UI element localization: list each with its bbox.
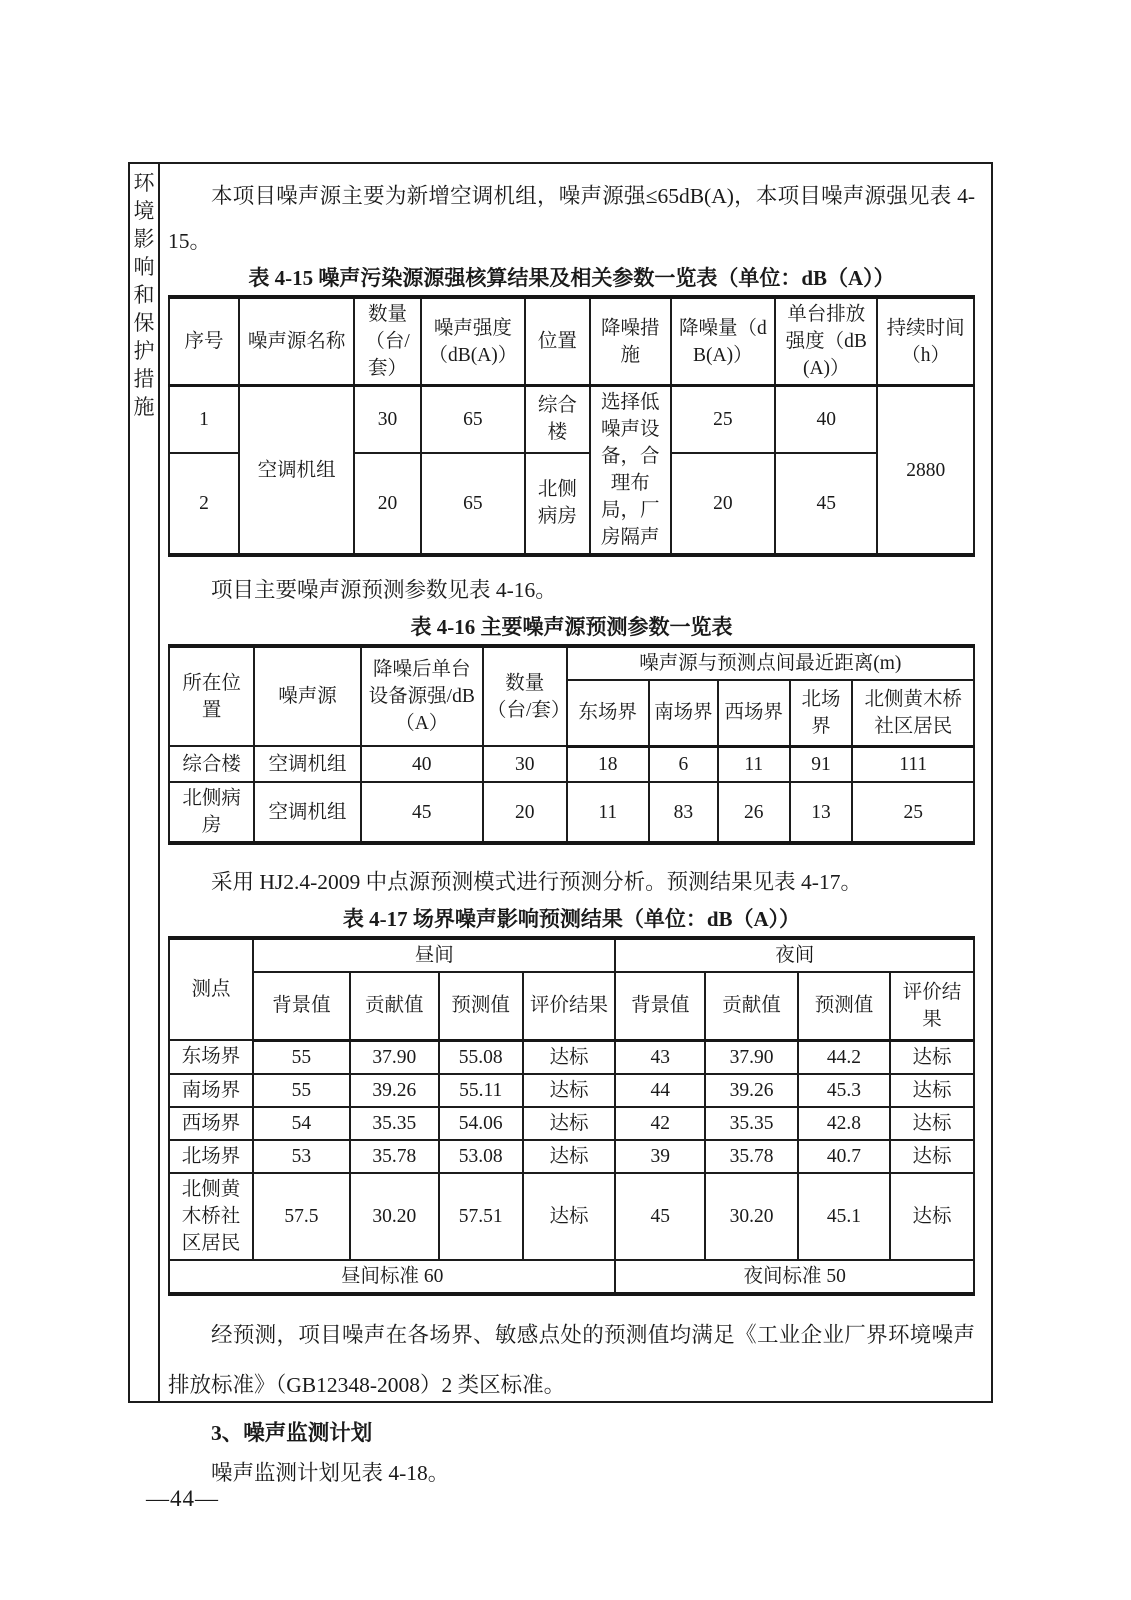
table-cell: 18 (567, 746, 649, 782)
table-cell: 55 (253, 1040, 350, 1074)
table-cell: 西场界 (169, 1107, 253, 1140)
table-cell: 55.08 (439, 1040, 523, 1074)
paragraph-ref-418: 噪声监测计划见表 4-18。 (211, 1460, 450, 1485)
table-row (169, 386, 974, 453)
column-header-distance-group: 噪声源与预测点间最近距离(m) (567, 646, 974, 680)
section-heading-monitoring-plan: 3、噪声监测计划 (211, 1420, 373, 1445)
table-cell: 35.78 (350, 1140, 439, 1173)
table-cell: 达标 (890, 1140, 974, 1173)
table-cell: 达标 (890, 1107, 974, 1140)
column-header-source: 噪声源 (254, 646, 360, 746)
table-cell: 13 (790, 782, 853, 843)
column-header-south: 南场界 (649, 680, 718, 746)
table-cell: 65 (421, 386, 525, 453)
column-header-unit-emission: 单台排放强度（dB(A)） (775, 297, 877, 386)
table-cell: 35.35 (705, 1107, 798, 1140)
content-frame (128, 162, 993, 1485)
column-header-night-group: 夜间 (615, 938, 974, 972)
table-cell: 30 (354, 386, 421, 453)
table-row (169, 782, 974, 843)
column-header-night-eval: 评价结果 (890, 972, 974, 1040)
table-cell: 35.78 (705, 1140, 798, 1173)
table-cell: 53.08 (439, 1140, 523, 1173)
table-cell: 1 (169, 386, 239, 453)
table-cell: 30.20 (350, 1173, 439, 1260)
table-cell: 42.8 (798, 1107, 890, 1140)
table-cell: 55.11 (439, 1074, 523, 1107)
table-cell: 达标 (523, 1040, 616, 1074)
column-header-location: 位置 (525, 297, 590, 386)
table-cell: 综合楼 (169, 746, 254, 782)
table-cell: 达标 (523, 1107, 616, 1140)
table-4-16 (168, 644, 975, 845)
table-row (169, 1074, 974, 1107)
table-row (169, 1173, 974, 1260)
table-cell: 25 (671, 386, 776, 453)
table-cell: 30.20 (705, 1173, 798, 1260)
column-header-east: 东场界 (567, 680, 649, 746)
table-cell: 37.90 (350, 1040, 439, 1074)
column-header-day-eval: 评价结果 (523, 972, 616, 1040)
table-cell: 35.35 (350, 1107, 439, 1140)
column-header-strength: 降噪后单台设备源强/dB（A） (361, 646, 483, 746)
table-cell: 44 (615, 1074, 705, 1107)
column-header-qty: 数量（台/套） (354, 297, 421, 386)
table-cell: 45 (615, 1173, 705, 1260)
column-header-night-contrib: 贡献值 (705, 972, 798, 1040)
column-header-day-pred: 预测值 (439, 972, 523, 1040)
column-header-west: 西场界 (718, 680, 790, 746)
table-cell: 55 (253, 1074, 350, 1107)
column-header-community: 北侧黄木桥社区居民 (852, 680, 974, 746)
table-cell: 65 (421, 453, 525, 555)
table-subheader-row (169, 972, 974, 1040)
paragraph-conclusion: 经预测，项目噪声在各场界、敏感点处的预测值均满足《工业企业厂界环境噪声排放标准》（GB12348-2008）2 类区标准。 (168, 1322, 975, 1397)
table-cell: 北侧病房 (169, 782, 254, 843)
table-cell: 40 (361, 746, 483, 782)
table-header-row (169, 646, 974, 680)
night-standard-cell: 夜间标准 50 (615, 1260, 974, 1294)
column-header-source-name: 噪声源名称 (239, 297, 354, 386)
table-4-17-caption: 表 4-17 场界噪声影响预测结果（单位：dB（A）） (342, 907, 801, 931)
table-standard-row (169, 1260, 974, 1294)
table-cell: 达标 (890, 1173, 974, 1260)
table-cell: 2880 (877, 386, 974, 556)
paragraph-intro: 本项目噪声源主要为新增空调机组，噪声源强≤65dB(A)，本项目噪声源强见表 4-15。 (168, 184, 975, 253)
column-header-day-contrib: 贡献值 (350, 972, 439, 1040)
page-number: —44— (146, 1486, 219, 1511)
column-header-strength: 噪声强度（dB(A)） (421, 297, 525, 386)
table-cell: 达标 (890, 1040, 974, 1074)
table-cell: 44.2 (798, 1040, 890, 1074)
table-cell: 东场界 (169, 1040, 253, 1074)
table-cell: 20 (354, 453, 421, 555)
table-cell: 20 (671, 453, 776, 555)
table-cell: 北侧病房 (525, 453, 590, 555)
paragraph-ref-416: 项目主要噪声源预测参数见表 4-16。 (211, 578, 557, 602)
table-cell: 20 (483, 782, 567, 843)
table-4-15 (168, 295, 975, 557)
table-cell: 6 (649, 746, 718, 782)
table-cell: 选择低噪声设备，合理布局，厂房隔声 (590, 386, 671, 556)
table-header-row (169, 297, 974, 386)
table-cell: 综合楼 (525, 386, 590, 453)
table-cell: 空调机组 (254, 782, 360, 843)
column-header-duration: 持续时间（h） (877, 297, 974, 386)
table-cell: 53 (253, 1140, 350, 1173)
table-cell: 83 (649, 782, 718, 843)
table-cell: 2 (169, 453, 239, 555)
table-4-15-caption: 表 4-15 噪声污染源源强核算结果及相关参数一览表（单位：dB（A）） (248, 266, 895, 290)
column-header-qty: 数量（台/套） (483, 646, 567, 746)
table-cell: 39.26 (350, 1074, 439, 1107)
table-4-17 (168, 936, 975, 1296)
column-header-night-pred: 预测值 (798, 972, 890, 1040)
table-cell: 57.5 (253, 1173, 350, 1260)
table-cell: 空调机组 (254, 746, 360, 782)
table-cell: 37.90 (705, 1040, 798, 1074)
column-header-point: 测点 (169, 938, 253, 1040)
table-cell: 达标 (523, 1173, 616, 1260)
table-cell: 39 (615, 1140, 705, 1173)
table-cell: 43 (615, 1040, 705, 1074)
column-header-location: 所在位置 (169, 646, 254, 746)
sidebar-vertical-label: 环境影响和保护措施 (133, 171, 155, 419)
table-cell: 空调机组 (239, 386, 354, 556)
table-cell: 45 (775, 453, 877, 555)
table-row (169, 1107, 974, 1140)
table-cell: 达标 (523, 1074, 616, 1107)
table-cell: 达标 (523, 1140, 616, 1173)
table-cell: 26 (718, 782, 790, 843)
table-cell: 45.1 (798, 1173, 890, 1260)
column-header-night-bg: 背景值 (615, 972, 705, 1040)
column-header-measure: 降噪措施 (590, 297, 671, 386)
table-cell: 45 (361, 782, 483, 843)
column-header-day-bg: 背景值 (253, 972, 350, 1040)
table-cell: 54 (253, 1107, 350, 1140)
table-row (169, 1040, 974, 1074)
day-standard-cell: 昼间标准 60 (169, 1260, 615, 1294)
table-4-16-caption: 表 4-16 主要噪声源预测参数一览表 (410, 615, 733, 639)
column-header-north: 北场界 (790, 680, 853, 746)
table-cell: 54.06 (439, 1107, 523, 1140)
table-cell: 南场界 (169, 1074, 253, 1107)
sidebar-column (130, 164, 160, 1401)
table-cell: 11 (718, 746, 790, 782)
table-cell: 40 (775, 386, 877, 453)
table-row (169, 746, 974, 782)
table-row (169, 1140, 974, 1173)
table-cell: 30 (483, 746, 567, 782)
table-cell: 北场界 (169, 1140, 253, 1173)
table-cell: 57.51 (439, 1173, 523, 1260)
paragraph-ref-417: 采用 HJ2.4-2009 中点源预测模式进行预测分析。预测结果见表 4-17。 (211, 870, 862, 894)
table-cell: 39.26 (705, 1074, 798, 1107)
column-header-day-group: 昼间 (253, 938, 616, 972)
table-cell: 40.7 (798, 1140, 890, 1173)
table-cell: 11 (567, 782, 649, 843)
column-header-seq: 序号 (169, 297, 239, 386)
table-cell: 北侧黄木桥社区居民 (169, 1173, 253, 1260)
table-cell: 42 (615, 1107, 705, 1140)
main-content (160, 164, 991, 1485)
table-cell: 45.3 (798, 1074, 890, 1107)
table-cell: 91 (790, 746, 853, 782)
table-cell: 111 (852, 746, 974, 782)
column-header-reduction: 降噪量（dB(A)） (671, 297, 776, 386)
table-cell: 达标 (890, 1074, 974, 1107)
table-cell: 25 (852, 782, 974, 843)
table-header-row (169, 938, 974, 972)
